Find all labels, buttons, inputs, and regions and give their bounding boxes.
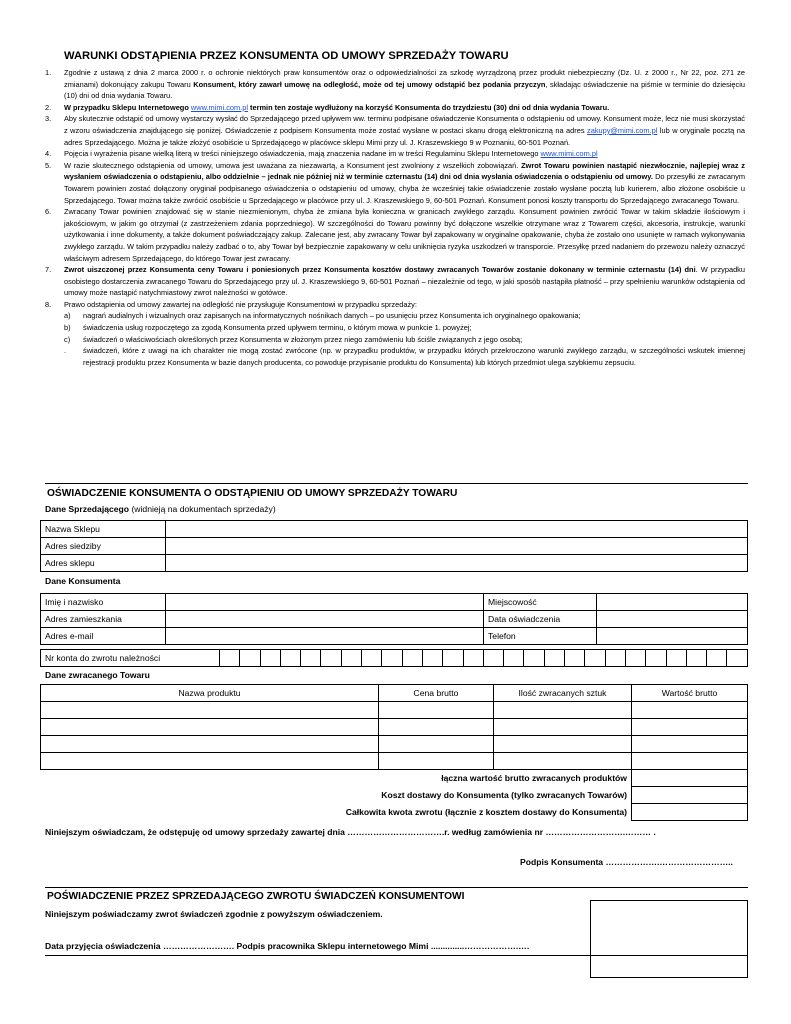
delivery-cost-field[interactable] bbox=[632, 787, 748, 804]
account-label: Nr konta do zwrotu należności bbox=[41, 650, 220, 667]
account-digit-box[interactable] bbox=[727, 650, 748, 667]
seller-heading: Dane Sprzedającego bbox=[45, 504, 130, 514]
column-header: Wartość brutto bbox=[632, 685, 748, 702]
exception-item bbox=[64, 310, 745, 322]
total-value-field[interactable] bbox=[632, 770, 748, 787]
exception-letter: c) bbox=[64, 334, 71, 344]
table-row bbox=[41, 521, 748, 538]
account-digit-box[interactable] bbox=[646, 650, 666, 667]
term-text: Zgodnie z ustawą z dnia 2 marca 2000 r. o ochronie niektórych praw konsumentów oraz o odpowiedzialności za szkodę wyrządzoną przez produkt niebezpieczny (Dz. U. z 2000 r., Nr 22, poz. 271 ze zmianami) dokonujący zakupu Towaru bbox=[64, 68, 745, 89]
term-emphasis: Zwrot Towaru powinien nastąpić niezwłocznie, najlepiej wraz z wysłaniem oświadczenia o odstąpieniu, albo oddzielnie – jednak nie później niż w terminie czternastu (14) dni od dnia wysłania oświadczenia o odstąpieniu od umowy. bbox=[64, 160, 745, 182]
account-digit-box[interactable] bbox=[301, 650, 321, 667]
seller-table bbox=[40, 520, 748, 572]
account-digit-box[interactable] bbox=[544, 650, 564, 667]
term-number: 8. bbox=[45, 299, 52, 309]
term-text: Pojęcia i wyrażenia pisane wielką literą w treści niniejszego oświadczenia, mają znaczenia nadane im w treści Regulaminu Sklepu Internetowego bbox=[64, 149, 541, 159]
table-row bbox=[41, 628, 748, 645]
table-row bbox=[41, 538, 748, 555]
term-item bbox=[45, 67, 745, 102]
exception-letter: . bbox=[64, 346, 67, 356]
account-digit-box[interactable] bbox=[483, 650, 503, 667]
value-cell[interactable] bbox=[632, 753, 748, 770]
account-table bbox=[40, 649, 748, 667]
confirmation-footer: Data przyjęcia oświadczenia ……………………. Podpis pracownika Sklepu internetowego Mimi ..............……………….…. bbox=[45, 941, 530, 951]
shop-address-field[interactable] bbox=[166, 555, 748, 572]
term-number: 2. bbox=[45, 102, 52, 112]
account-digit-box[interactable] bbox=[240, 650, 260, 667]
seller-name-field[interactable] bbox=[166, 521, 748, 538]
term-item bbox=[45, 299, 745, 369]
value-cell[interactable] bbox=[632, 719, 748, 736]
exception-item bbox=[64, 334, 745, 346]
term-text: W razie skutecznego odstąpienia od umowy, umowa jest uważana za niezawartą, a Konsument jest zwolniony z wszelkich zobowiązań. bbox=[64, 160, 522, 170]
term-text: Zwracany Towar powinien znajdować się w stanie niezmienionym, chyba że zmiana była konieczna w granicach zwykłego zarządu. Konsument powinien zwrócić Towar w takim składzie ilościowym i jakościowym, w jakim go otrzymał (z zastrzeżeniem zdania poprzedniego). W szczególności do Towaru powinny być dołączone wszelkie otrzymane wraz z Towarem części, akcesoria, instrukcje, warunki użytkowania i inne dokumenty, a także dokument poświadczający zakup. Zalecane jest, aby zwracany Towar był zapakowany w oryginalne opakowanie, chyba że zostało ono usunięte w ramach wykonywania zwykłego zarządu. W takim przypadku należy zadbać o to, aby Towar był bezpiecznie zapakowany w celu uniknięcia ryzyka uszkodzeń w transporcie. Przesyłkę przed nadaniem do przewozu należy oznaczyć właściwym adresem Sprzedającego, do którego Towar jest zwracany. bbox=[64, 207, 745, 263]
table-header-row bbox=[41, 685, 748, 702]
quantity-cell[interactable] bbox=[494, 719, 632, 736]
term-text: , składając oświadczenie na piśmie w terminie do dziesięciu (10) dni od dnia wydania Towaru. bbox=[64, 79, 745, 101]
seller-address-field[interactable] bbox=[166, 538, 748, 555]
account-digit-box[interactable] bbox=[666, 650, 686, 667]
divider bbox=[45, 483, 748, 484]
consumer-table bbox=[40, 593, 748, 645]
account-digit-box[interactable] bbox=[382, 650, 402, 667]
term-text: Prawo odstąpienia od umowy zawartej na odległość nie przysługuje Konsumentowi w przypadku sprzedaży: bbox=[64, 299, 417, 309]
delivery-cost-label: Koszt dostawy do Konsumenta (tylko zwracanych Towarów) bbox=[41, 787, 632, 804]
account-digit-box[interactable] bbox=[260, 650, 280, 667]
quantity-cell[interactable] bbox=[494, 753, 632, 770]
table-row bbox=[41, 719, 748, 736]
term-item bbox=[45, 113, 745, 148]
table-row bbox=[41, 555, 748, 572]
account-digit-box[interactable] bbox=[341, 650, 361, 667]
statement-text: Niniejszym oświadczam, że odstępuję od umowy sprzedaży zawartej dnia …………………………….r. według zamówienia nr ……………………….……… . bbox=[45, 827, 656, 837]
exception-letter: a) bbox=[64, 311, 71, 321]
term-emphasis: Konsument, który zawarł umowę na odległość, może od tej umowy odstąpić bez podania przyczyn bbox=[193, 79, 546, 89]
terms-list bbox=[45, 67, 745, 368]
email-field[interactable] bbox=[166, 628, 484, 645]
table-row bbox=[41, 736, 748, 753]
exception-text: świadczenia usług rozpoczętego za zgodą Konsumenta przed upływem terminu, o którym mowa w punkcie 1. powyżej; bbox=[83, 323, 472, 333]
term-text: lub w oryginale pocztą na adres Sprzedającego. Można je także złożyć osobiście u Sprzedającego w placówce sklepu Mimi przy ul. J. Kraszewskiego 9 w Poznaniu, 60-501 Poznań. bbox=[64, 125, 745, 147]
term-text: Aby skutecznie odstąpić od umowy wystarczy wysłać do Sprzedającego przed upływem ww. terminu podpisane oświadczenie Konsumenta o odstąpieniu od umowy. Konsument może, lecz nie musi skorzystać z wzoru oświadczenia znajdującego się poniżej. Oświadczenie z podpisem Konsumenta może zostać wysłane w postaci skanu drogą elektroniczną na adres bbox=[64, 114, 745, 135]
term-link[interactable]: zakupy@mimi.com.pl bbox=[587, 125, 658, 135]
declaration-date-field[interactable] bbox=[597, 611, 748, 628]
phone-field[interactable] bbox=[597, 628, 748, 645]
term-emphasis: termin ten zostaje wydłużony na korzyść Konsumenta do trzydziestu (30) dni od dnia wydania Towaru. bbox=[247, 102, 610, 112]
seller-row-label: Adres sklepu bbox=[41, 555, 166, 572]
product-name-cell[interactable] bbox=[41, 736, 379, 753]
price-cell[interactable] bbox=[379, 702, 494, 719]
confirmation-text: Niniejszym poświadczamy zwrot świadczeń zgodnie z powyższym oświadczeniem. bbox=[45, 909, 383, 919]
exceptions-list bbox=[64, 310, 745, 368]
refund-total-field[interactable] bbox=[632, 804, 748, 821]
term-text: . W przypadku osobistego dostarczenia zwracanego Towaru do Sprzedającego przy ul. J. Kraszewskiego 9, 60-501 Poznań – niezależnie od tego, w jaki sposób nastąpiła płatność – przy spełnieniu warunków odstąpienia od umowy może nastąpić natychmiastowy zwrot należności w gotówce. bbox=[64, 265, 745, 298]
exception-text: świadczeń o właściwościach określonych przez Konsumenta w złożonym przez niego zamówieniu lub ściśle związanych z jego osobą; bbox=[83, 334, 523, 344]
city-field[interactable] bbox=[597, 594, 748, 611]
account-digit-box[interactable] bbox=[220, 650, 240, 667]
consumer-signature-line: Podpis Konsumenta ……………….…………………….. bbox=[520, 857, 733, 867]
consumer-row-label: Miejscowość bbox=[484, 594, 597, 611]
quantity-cell[interactable] bbox=[494, 702, 632, 719]
consumer-row-label: Adres e-mail bbox=[41, 628, 166, 645]
account-digit-box[interactable] bbox=[686, 650, 706, 667]
seller-note: (widnieją na dokumentach sprzedaży) bbox=[129, 504, 276, 514]
seller-row-label: Nazwa Sklepu bbox=[41, 521, 166, 538]
seller-row-label: Adres siedziby bbox=[41, 538, 166, 555]
price-cell[interactable] bbox=[379, 719, 494, 736]
consumer-row-label: Imię i nazwisko bbox=[41, 594, 166, 611]
exception-text: świadczeń, które z uwagi na ich charakter nie mogą zostać zwrócone (np. w przypadku produktów, w przypadku których przekroczono warunki zwykłego zarządu, w szczególności wskutek imiennej rejestracji produktu przez Konsumenta w bazie danych producenta, co powoduje przypisanie produktu do Konsumenta) lub których przedmiot ulega szybkiemu zepsuciu. bbox=[83, 346, 745, 367]
seller-heading-line bbox=[45, 504, 276, 514]
consumer-row-label: Adres zamieszkania bbox=[41, 611, 166, 628]
divider bbox=[45, 887, 748, 888]
account-digit-box[interactable] bbox=[321, 650, 341, 667]
term-number: 3. bbox=[45, 114, 52, 124]
goods-table bbox=[40, 684, 748, 821]
confirmation-heading: POŚWIADCZENIE PRZEZ SPRZEDAJĄCEGO ZWROTU ŚWIADCZEŃ KONSUMENTOWI bbox=[47, 891, 465, 902]
table-row bbox=[41, 650, 748, 667]
price-cell[interactable] bbox=[379, 736, 494, 753]
term-number: 5. bbox=[45, 160, 52, 170]
account-digit-box[interactable] bbox=[707, 650, 727, 667]
product-name-cell[interactable] bbox=[41, 702, 379, 719]
table-row bbox=[41, 753, 748, 770]
term-text: Do przesyłki ze zwracanym Towarem powinien zostać dołączony oryginał podpisanego oświadczenia o odstąpieniu od umowy, chyba że wcześniej takie oświadczenie zostało wysłane pocztą lub kurierem, albo złożone osobiście u Sprzedającego. Towar można także zwrócić osobiście u Sprzedającego w placówce przy ul. J. Kraszewskiego 9, 60-501 Poznań. Konsument ponosi koszty transportu do Sprzedającego zwracanego Towaru. bbox=[64, 172, 745, 205]
consumer-address-field[interactable] bbox=[166, 611, 484, 628]
term-item bbox=[45, 102, 745, 114]
goods-heading: Dane zwracanego Towaru bbox=[45, 670, 150, 680]
term-link[interactable]: www.mimi.com.pl bbox=[540, 149, 598, 159]
seller-stamp-box[interactable] bbox=[590, 900, 748, 978]
term-item bbox=[45, 160, 745, 206]
term-number: 4. bbox=[45, 149, 52, 159]
account-digit-box[interactable] bbox=[362, 650, 382, 667]
declaration-heading: OŚWIADCZENIE KONSUMENTA O ODSTĄPIENIU OD UMOWY SPRZEDAŻY TOWARU bbox=[47, 488, 458, 499]
value-cell[interactable] bbox=[632, 702, 748, 719]
exception-item bbox=[64, 345, 745, 368]
account-digit-box[interactable] bbox=[585, 650, 605, 667]
term-emphasis: Zwrot uiszczonej przez Konsumenta ceny Towaru i poniesionych przez Konsumenta kosztów dostawy zwracanych Towarów zostanie dokonany w terminie czternastu (14) dni bbox=[64, 265, 696, 275]
account-digit-box[interactable] bbox=[524, 650, 544, 667]
account-digit-box[interactable] bbox=[625, 650, 645, 667]
total-label: łączna wartość brutto zwracanych produktów bbox=[41, 770, 632, 787]
term-item bbox=[45, 264, 745, 299]
totals-row bbox=[41, 787, 748, 804]
product-name-cell[interactable] bbox=[41, 719, 379, 736]
refund-total-label: Całkowita kwota zwrotu (łącznie z kosztem dostawy do Konsumenta) bbox=[41, 804, 632, 821]
page-title: WARUNKI ODSTĄPIENIA PRZEZ KONSUMENTA OD UMOWY SPRZEDAŻY TOWARU bbox=[64, 50, 509, 62]
value-cell[interactable] bbox=[632, 736, 748, 753]
totals-row bbox=[41, 804, 748, 821]
column-header: Ilość zwracanych sztuk bbox=[494, 685, 632, 702]
product-name-cell[interactable] bbox=[41, 753, 379, 770]
totals-row bbox=[41, 770, 748, 787]
term-emphasis: W przypadku Sklepu Internetowego bbox=[64, 102, 191, 112]
term-number: 6. bbox=[45, 207, 52, 217]
term-number: 1. bbox=[45, 68, 52, 77]
consumer-row-label: Telefon bbox=[484, 628, 597, 645]
consumer-row-label: Data oświadczenia bbox=[484, 611, 597, 628]
column-header: Cena brutto bbox=[379, 685, 494, 702]
account-digit-box[interactable] bbox=[422, 650, 442, 667]
exception-text: nagrań audialnych i wizualnych oraz zapisanych na informatycznych nośnikach danych – po usunięciu przez Konsumenta ich oryginalnego opakowania; bbox=[83, 311, 581, 321]
account-digit-box[interactable] bbox=[280, 650, 300, 667]
table-row bbox=[41, 702, 748, 719]
exception-letter: b) bbox=[64, 323, 71, 333]
quantity-cell[interactable] bbox=[494, 736, 632, 753]
consumer-name-field[interactable] bbox=[166, 594, 484, 611]
table-row bbox=[41, 594, 748, 611]
account-digit-box[interactable] bbox=[504, 650, 524, 667]
exception-item bbox=[64, 322, 745, 334]
term-item bbox=[45, 206, 745, 264]
account-digit-box[interactable] bbox=[402, 650, 422, 667]
table-row bbox=[41, 611, 748, 628]
term-item bbox=[45, 148, 745, 160]
term-link[interactable]: www.mimi.com.pl bbox=[190, 102, 248, 112]
account-digit-box[interactable] bbox=[463, 650, 483, 667]
column-header: Nazwa produktu bbox=[41, 685, 379, 702]
account-digit-box[interactable] bbox=[443, 650, 463, 667]
account-digit-box[interactable] bbox=[565, 650, 585, 667]
account-digit-box[interactable] bbox=[605, 650, 625, 667]
term-number: 7. bbox=[45, 265, 52, 275]
price-cell[interactable] bbox=[379, 753, 494, 770]
consumer-heading: Dane Konsumenta bbox=[45, 576, 121, 586]
